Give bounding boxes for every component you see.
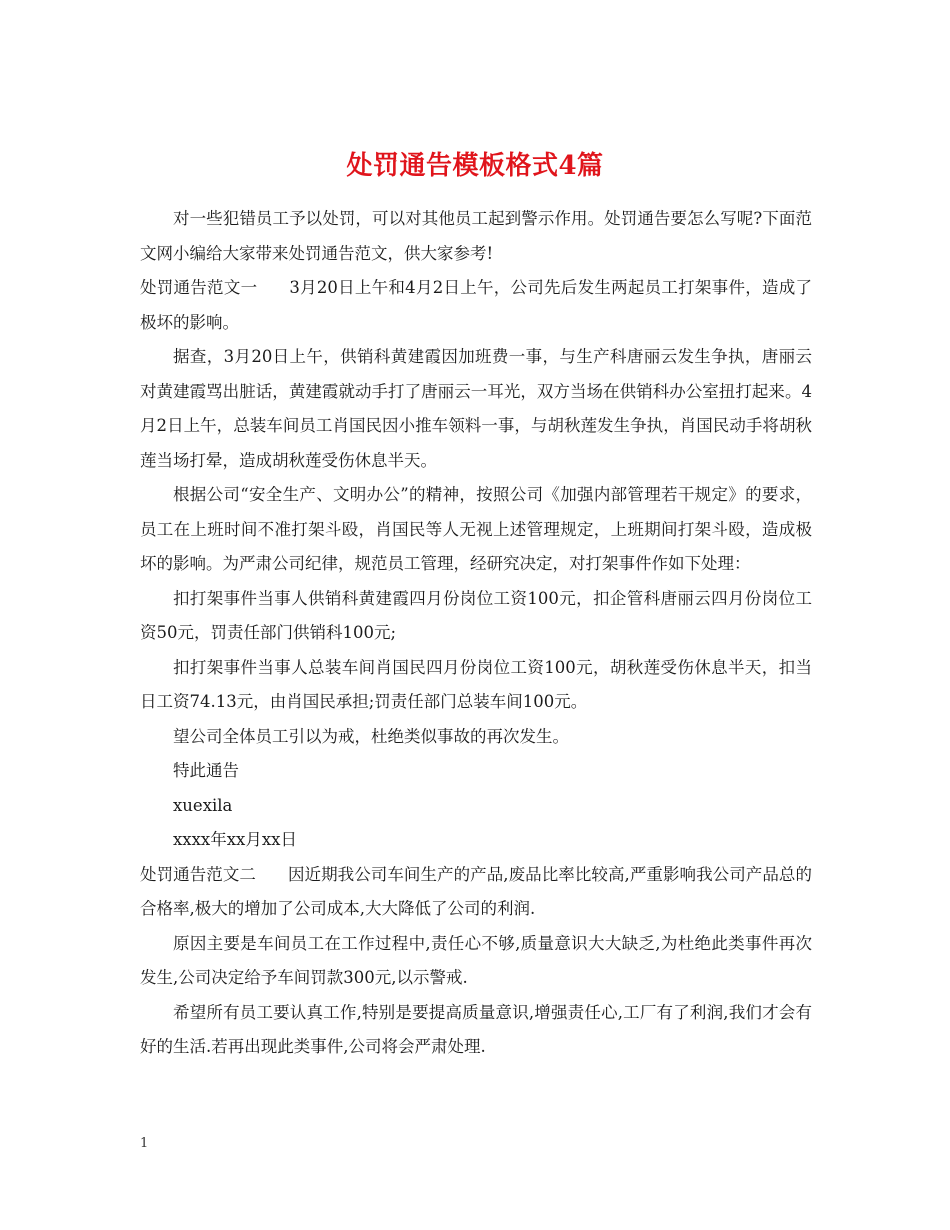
- section2-heading-paragraph: [140, 858, 812, 927]
- intro-paragraph: 对一些犯错员工予以处罚，可以对其他员工起到警示作用。处罚通告要怎么写呢?下面范文网小编给大家带来处罚通告范文，供大家参考!: [140, 209, 812, 263]
- section2-label: 处罚通告范文二: [140, 864, 256, 884]
- section1-heading-paragraph: [140, 271, 812, 340]
- section1-paragraph: 根据公司“安全生产、文明办公”的精神，按照公司《加强内部管理若干规定》的要求，员工在上班时间不准打架斗殴，肖国民等人无视上述管理规定，上班期间打架斗殴，造成极坏的影响。为严肃公司纪律，规范员工管理，经研究决定，对打架事件作如下处理：: [140, 485, 812, 573]
- document-body: [140, 202, 812, 1065]
- section1-paragraph: 望公司全体员工引以为戒，杜绝类似事故的再次发生。: [173, 726, 569, 746]
- section1-signer: xuexila: [173, 795, 233, 815]
- section1-label: 处罚通告范文一: [140, 278, 258, 297]
- section1-date: xxxx年xx月xx日: [173, 830, 297, 849]
- page-number: 1: [140, 1136, 149, 1151]
- section1-lead: 3月20日上午和4月2日上午，公司先后发生两起员工打架事件，造成了极坏的影响。: [140, 278, 812, 332]
- section1-paragraph: 据查，3月20日上午，供销科黄建霞因加班费一事，与生产科唐丽云发生争执，唐丽云对黄建霞骂出脏话，黄建霞就动手打了唐丽云一耳光，双方当场在供销科办公室扭打起来。4月2日上午，总装车间员工肖国民因小推车领料一事，与胡秋莲发生争执，肖国民动手将胡秋莲当场打晕，造成胡秋莲受伤休息半天。: [140, 347, 812, 470]
- section1-paragraph: 扣打架事件当事人供销科黄建霞四月份岗位工资100元，扣企管科唐丽云四月份岗位工资50元，罚责任部门供销科100元;: [140, 588, 812, 642]
- section1-closing: 特此通告: [173, 761, 239, 780]
- section2-paragraph: 原因主要是车间员工在工作过程中,责任心不够,质量意识大大缺乏,为杜绝此类事件再次发生,公司决定给予车间罚款300元,以示警戒.: [140, 933, 812, 987]
- document-title: 处罚通告模板格式4篇: [346, 151, 604, 182]
- section2-paragraph: 希望所有员工要认真工作,特别是要提高质量意识,增强责任心,工厂有了利润,我们才会有好的生活.若再出现此类事件,公司将会严肃处理.: [140, 1002, 812, 1056]
- section2-lead: 因近期我公司车间生产的产品,废品比率比较高,严重影响我公司产品总的合格率,极大的增加了公司成本,大大降低了公司的利润.: [140, 864, 812, 918]
- section1-paragraph: 扣打架事件当事人总装车间肖国民四月份岗位工资100元，胡秋莲受伤休息半天，扣当日工资74.13元，由肖国民承担;罚责任部门总装车间100元。: [140, 657, 812, 711]
